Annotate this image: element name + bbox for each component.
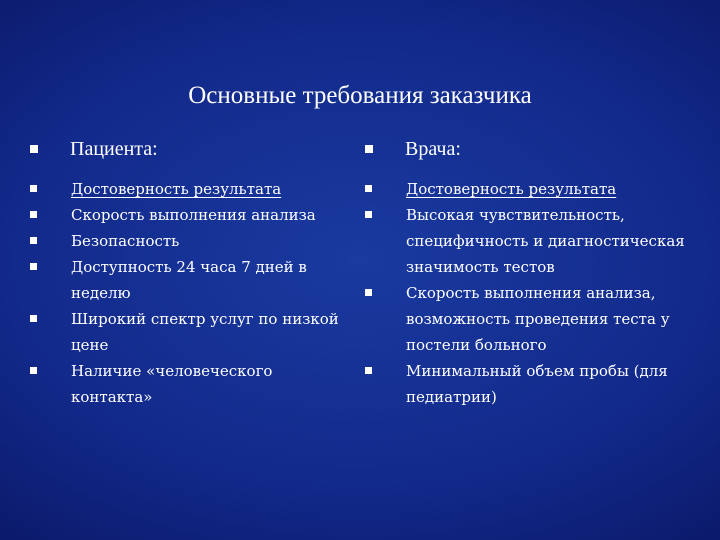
patient-heading: Пациента: [70, 137, 158, 160]
square-bullet-icon [30, 145, 38, 153]
patient-heading-row [30, 136, 350, 162]
square-bullet-icon [365, 367, 372, 374]
patient-requirements-column [30, 136, 350, 410]
list-item-text: Скорость выполнения анализа [71, 206, 316, 224]
list-item [365, 358, 695, 410]
square-bullet-icon [365, 145, 373, 153]
doctor-heading-row [365, 136, 695, 162]
list-item [30, 228, 350, 254]
list-item-text: Достоверность результата [71, 180, 282, 198]
doctor-heading: Врача: [405, 137, 461, 160]
list-item [30, 306, 350, 358]
list-item [365, 176, 695, 202]
square-bullet-icon [30, 367, 37, 374]
square-bullet-icon [30, 185, 37, 192]
list-item-text: Минимальный объем пробы (для педиатрии) [406, 362, 668, 406]
square-bullet-icon [30, 211, 37, 218]
square-bullet-icon [365, 211, 372, 218]
list-item-text: Достоверность результата [406, 180, 617, 198]
list-item-text: Наличие «человеческого контакта» [71, 362, 273, 406]
list-item [365, 280, 695, 358]
slide-title: Основные требования заказчика [188, 82, 532, 109]
square-bullet-icon [365, 185, 372, 192]
list-item [30, 358, 350, 410]
doctor-requirements-column [365, 136, 695, 410]
square-bullet-icon [365, 289, 372, 296]
square-bullet-icon [30, 237, 37, 244]
list-item-text: Широкий спектр услуг по низкой цене [71, 310, 339, 354]
list-item-text: Безопасность [71, 232, 180, 250]
square-bullet-icon [30, 315, 37, 322]
list-item [30, 202, 350, 228]
list-item-text: Доступность 24 часа 7 дней в неделю [71, 258, 307, 302]
list-item-text: Высокая чувствительность, специфичность и диагностическая значимость тестов [406, 206, 685, 276]
list-item [30, 254, 350, 306]
list-item [365, 202, 695, 280]
list-item [30, 176, 350, 202]
square-bullet-icon [30, 263, 37, 270]
list-item-text: Скорость выполнения анализа, возможность проведения теста у постели больного [406, 284, 670, 354]
